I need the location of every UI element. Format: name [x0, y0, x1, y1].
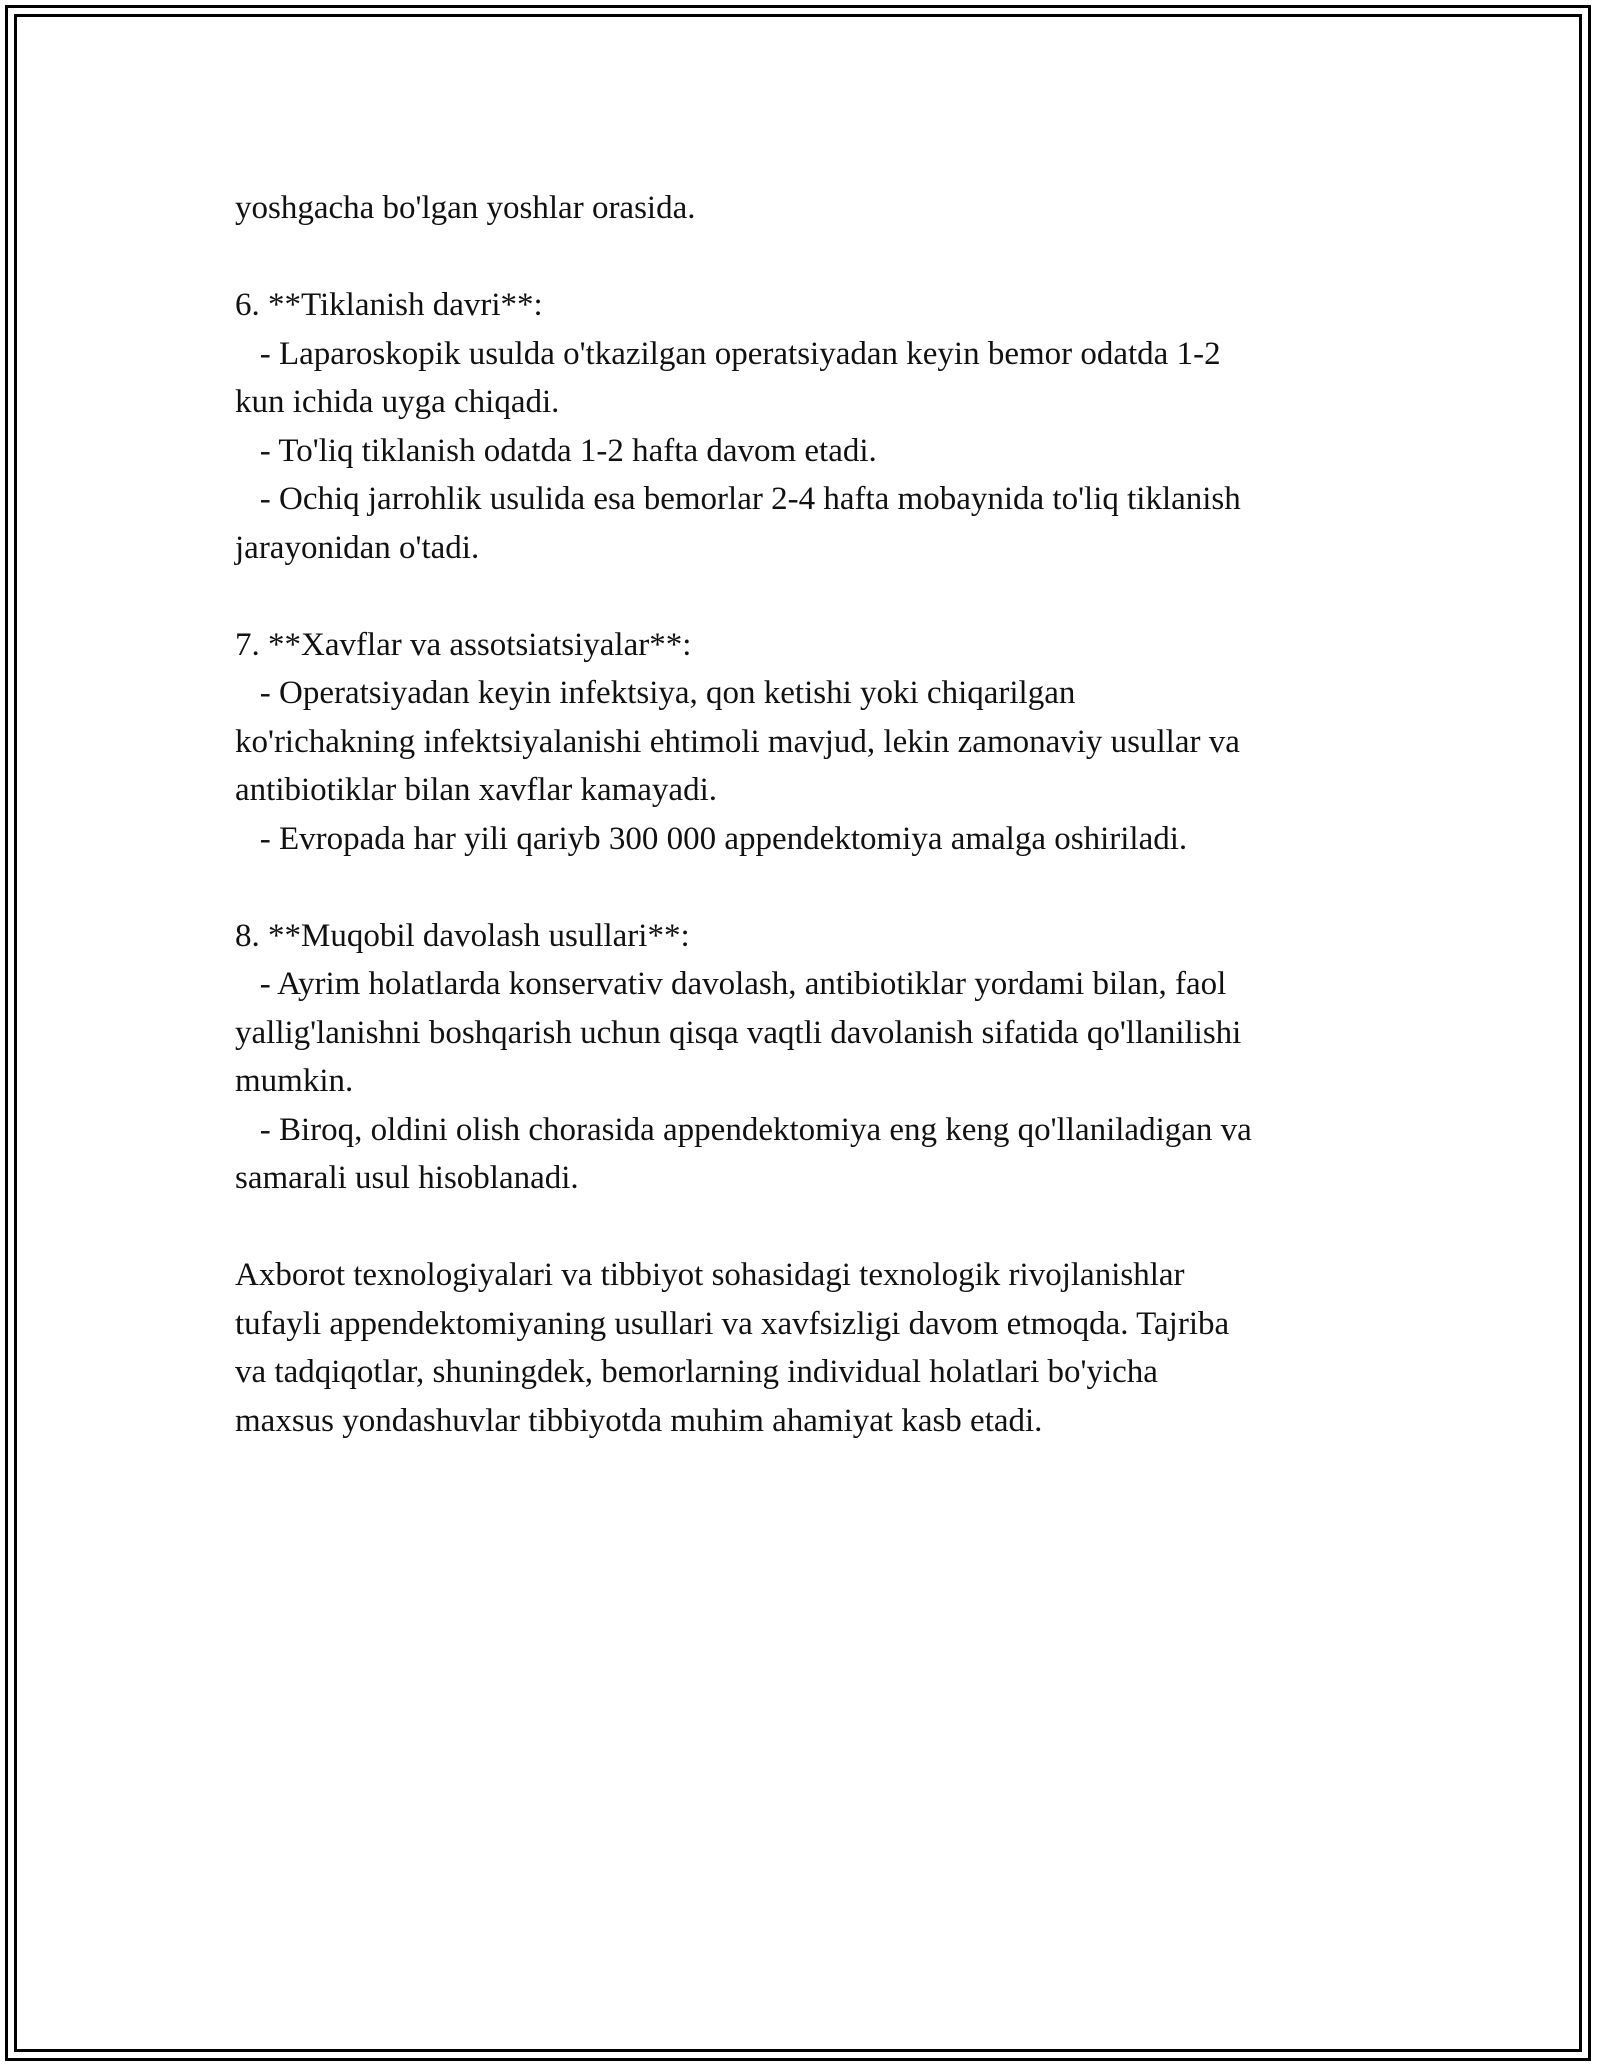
list-item-line: - Biroq, oldini olish chorasida appendektomiya eng keng qo'llaniladigan va: [235, 1111, 1252, 1148]
list-item-line: yallig'lanishni boshqarish uchun qisqa vaqtli davolanish sifatida qo'llanilishi: [235, 1014, 1242, 1051]
list-item-line: ko'richakning infektsiyalanishi ehtimoli mavjud, lekin zamonaviy usullar va: [235, 723, 1240, 760]
list-item-line: - Evropada har yili qariyb 300 000 appendektomiya amalga oshiriladi.: [235, 820, 1188, 857]
list-item-line: - To'liq tiklanish odatda 1-2 hafta davom etadi.: [235, 432, 877, 469]
list-item-line: kun ichida uyga chiqadi.: [235, 384, 560, 420]
continuation-paragraph: [235, 184, 1375, 233]
section-alternative-treatment: [235, 912, 1375, 1203]
list-item-line: jarayonidan o'tadi.: [235, 529, 480, 566]
list-item-line: antibiotiklar bilan xavflar kamayadi.: [235, 772, 717, 808]
document-body: [235, 184, 1375, 1445]
list-item-line: - Ochiq jarrohlik usulida esa bemorlar 2-4 hafta mobaynida to'liq tiklanish: [235, 481, 1241, 517]
section-recovery-period: [235, 281, 1375, 572]
list-item-line: samarali usul hisoblanadi.: [235, 1160, 579, 1196]
section-heading: 6. **Tiklanish davri**:: [235, 287, 543, 323]
continuation-text: yoshgacha bo'lgan yoshlar orasida.: [235, 190, 696, 226]
paragraph-line: tufayli appendektomiyaning usullari va xavfsizligi davom etmoqda. Tajriba: [235, 1305, 1230, 1342]
list-item-line: mumkin.: [235, 1063, 354, 1099]
list-item-line: - Ayrim holatlarda konservativ davolash, antibiotiklar yordami bilan, faol: [235, 966, 1227, 1002]
section-risks: [235, 621, 1375, 864]
section-heading: 8. **Muqobil davolash usullari**:: [235, 917, 690, 954]
paragraph-line: Axborot texnologiyalari va tibbiyot sohasidagi texnologik rivojlanishlar: [235, 1257, 1185, 1293]
paragraph-line: va tadqiqotlar, shuningdek, bemorlarning individual holatlari bo'yicha: [235, 1354, 1158, 1390]
paragraph-line: maxsus yondashuvlar tibbiyotda muhim ahamiyat kasb etadi.: [235, 1402, 1043, 1439]
section-heading: 7. **Xavflar va assotsiatsiyalar**:: [235, 626, 692, 663]
list-item-line: - Operatsiyadan keyin infektsiya, qon ketishi yoki chiqarilgan: [235, 675, 1076, 711]
list-item-line: - Laparoskopik usulda o'tkazilgan operatsiyadan keyin bemor odatda 1-2: [235, 335, 1221, 372]
conclusion-paragraph: [235, 1251, 1375, 1445]
